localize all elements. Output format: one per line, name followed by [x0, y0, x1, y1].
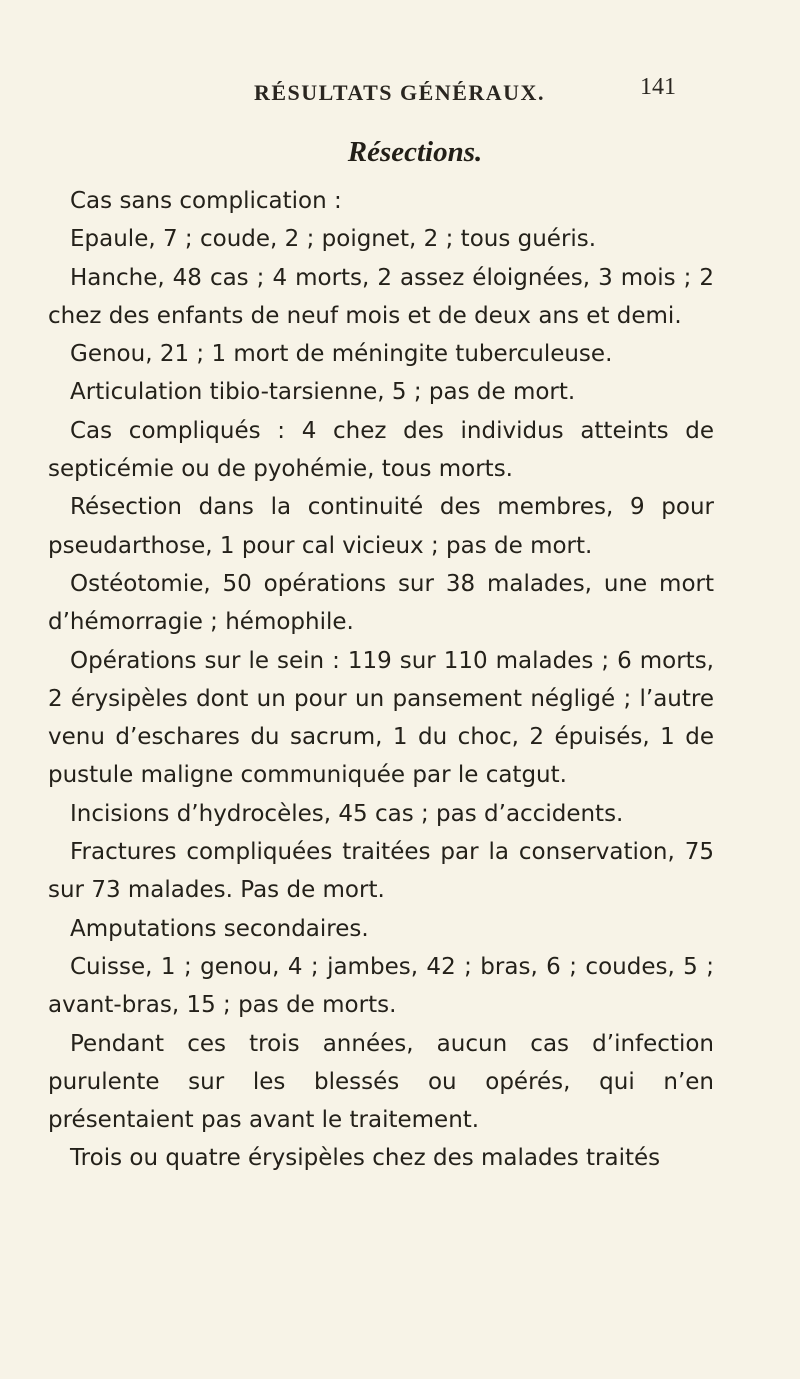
paragraph: Epaule, 7 ; coude, 2 ; poignet, 2 ; tous guéris.	[70, 226, 597, 253]
paragraph: Cas sans complication :	[70, 188, 342, 214]
paragraph: Opérations sur le sein : 119 sur 110 malades ; 6 morts, 2 érysipèles dont un pour un pansement négligé ; l’autre venu d’eschares du sacrum, 1 du choc, 2 épuisés, 1 de pustule maligne communiquée par le catgut.	[48, 647, 714, 789]
paragraph: Genou, 21 ; 1 mort de méningite tuberculeuse.	[70, 341, 613, 368]
paragraph: Cuisse, 1 ; genou, 4 ; jambes, 42 ; bras, 6 ; coudes, 5 ; avant-bras, 15 ; pas de morts.	[48, 953, 714, 1019]
paragraph: Ostéotomie, 50 opérations sur 38 malades, une mort d’hémorragie ; hémophile.	[48, 570, 714, 636]
paragraph: Hanche, 48 cas ; 4 morts, 2 assez éloignées, 3 mois ; 2 chez des enfants de neuf mois et de deux ans et demi.	[48, 264, 714, 329]
paragraph: Résection dans la continuité des membres, 9 pour pseudarthose, 1 pour cal vicieux ; pas de mort.	[48, 494, 714, 559]
running-title: RÉSULTATS GÉNÉRAUX.	[254, 80, 545, 105]
paragraph: Pendant ces trois années, aucun cas d’infection purulente sur les blessés ou opérés, qui n’en présentaient pas avant le traitement.	[48, 1030, 714, 1134]
body-text	[48, 182, 714, 1178]
paragraph: Amputations secondaires.	[70, 915, 369, 942]
running-head	[0, 74, 800, 120]
paragraph: Incisions d’hydrocèles, 45 cas ; pas d’accidents.	[70, 800, 624, 827]
paragraph: Articulation tibio-tarsienne, 5 ; pas de mort.	[70, 379, 576, 406]
paragraph: Trois ou quatre érysipèles chez des malades traités	[70, 1145, 661, 1172]
paragraph: Cas compliqués : 4 chez des individus atteints de septicémie ou de pyohémie, tous morts.	[48, 417, 714, 483]
section-title: Résections.	[347, 136, 483, 168]
page-number: 141	[640, 74, 676, 100]
paragraph: Fractures compliquées traitées par la conservation, 75 sur 73 malades. Pas de mort.	[48, 839, 714, 904]
